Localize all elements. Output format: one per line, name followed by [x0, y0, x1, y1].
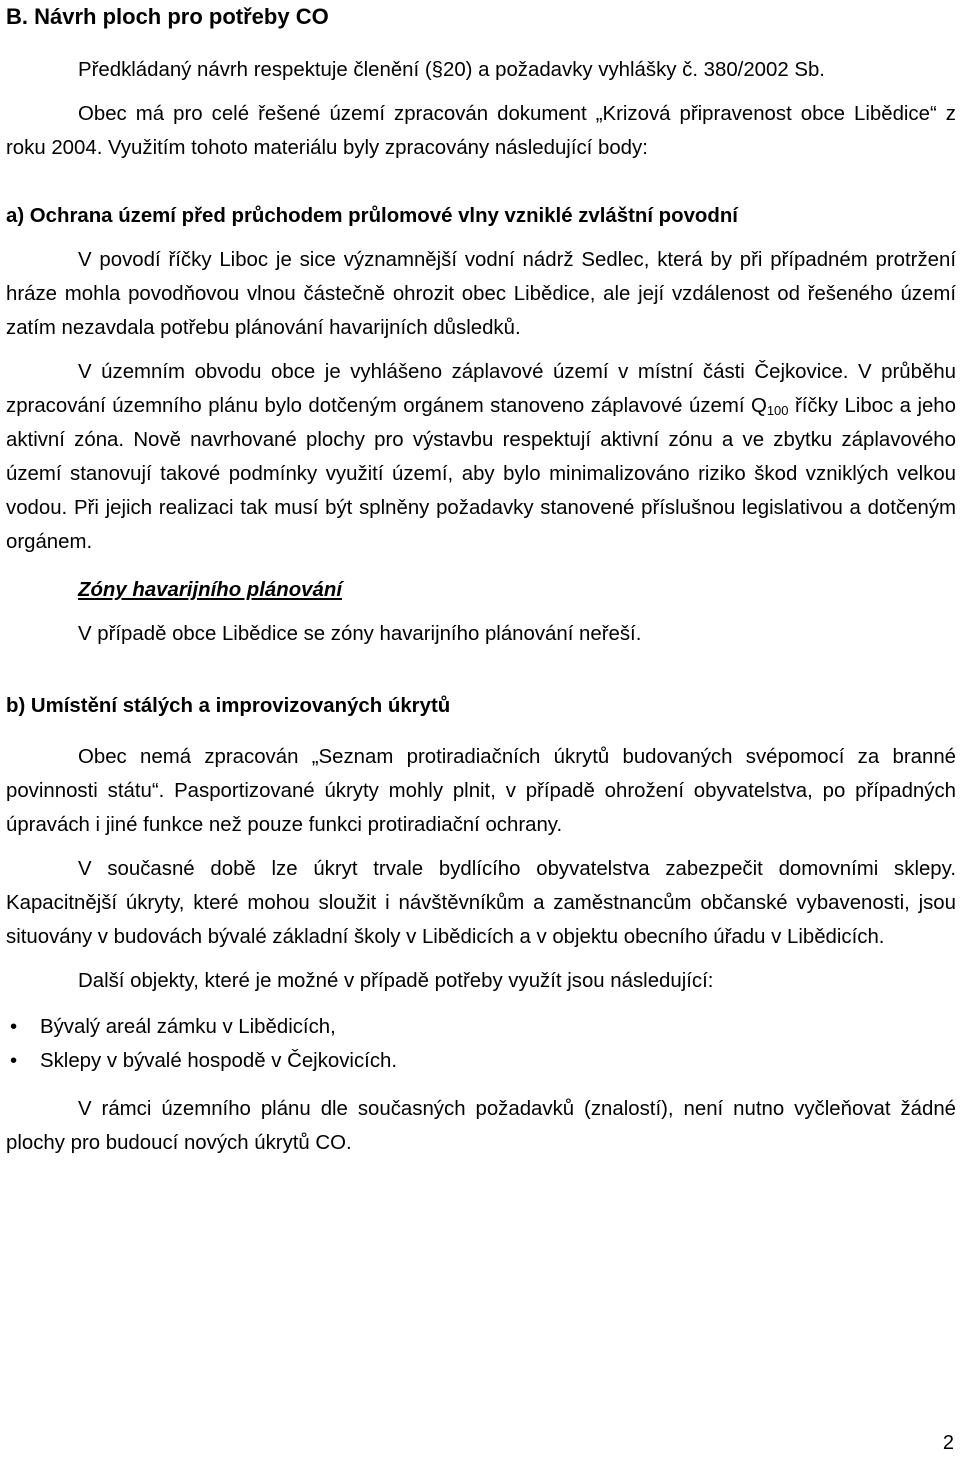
list-item — [6, 1044, 956, 1078]
paragraph-document: Obec má pro celé řešené území zpracován dokument „Krizová připravenost obce Libědice“ z roku 2004. Využitím tohoto materiálu byly zpracovány následující body: — [6, 103, 956, 159]
objects-list — [6, 1010, 956, 1078]
paragraph-conclusion: V rámci územního plánu dle současných požadavků (znalostí), není nutno vyčleňovat žádné plochy pro budoucí nových úkrytů CO. — [6, 1098, 956, 1154]
section-a-heading: a) Ochrana území před průchodem průlomové vlny vzniklé zvláštní povodní — [6, 205, 738, 227]
subheading-zones — [6, 573, 956, 607]
bullet-icon: • — [10, 1016, 18, 1038]
page-heading: B. Návrh ploch pro potřeby CO — [6, 4, 329, 29]
flood-zone-text-1: V územním obvodu obce je vyhlášeno záplavové území v místní části Čejkovice. V průběhu zpracování územního plánu bylo dotčeným orgánem stanoveno záplavové území Q — [6, 361, 956, 417]
paragraph-shelters-list: Obec nemá zpracován „Seznam protiradiačních úkrytů budovaných svépomocí za branné povinnosti státu“. Pasportizované úkryty mohly plnit, v případě ohrožení obyvatelstva, po případných úpravách i jiné funkce než pouze funkci protiradiační ochrany. — [6, 746, 956, 836]
list-item-text: Sklepy v bývalé hospodě v Čejkovicích. — [40, 1050, 398, 1072]
list-item — [6, 1010, 956, 1044]
page-number: 2 — [942, 1432, 954, 1454]
paragraph-zones: V případě obce Libědice se zóny havarijního plánování neřeší. — [78, 623, 642, 645]
paragraph-cellars: V současné době lze úkryt trvale bydlícího obyvatelstva zabezpečit domovními sklepy. Kapacitnější úkryty, které mohou sloužit i návštěvníkům a zaměstnancům občanské vybavenosti, jsou situovány v budovách bývalé základní školy v Libědicích a v objektu obecního úřadu v Libědicích. — [6, 858, 956, 948]
paragraph-flood-zone — [6, 355, 956, 559]
paragraph-other-objects: Další objekty, které je možné v případě potřeby využít jsou následující: — [78, 970, 714, 992]
paragraph-reservoir: V povodí říčky Liboc je sice významnější vodní nádrž Sedlec, která by při případném protržení hráze mohla povodňovou vlnou částečně ohrozit obec Libědice, ale její vzdálenost od řešeného území zatím nezavdala potřebu plánování havarijních důsledků. — [6, 249, 956, 339]
flood-zone-text-2: říčky Liboc a jeho aktivní zóna. Nově navrhované plochy pro výstavbu respektují aktivní zónu a ve zbytku záplavového území stanovují takové podmínky využití území, aby bylo minimalizováno riziko škod vzniklých velkou vodou. Při jejich realizaci tak musí být splněny požadavky stanovené příslušnou legislativou a dotčeným orgánem. — [6, 395, 956, 553]
q100-subscript: 100 — [766, 403, 789, 418]
bullet-icon: • — [10, 1050, 18, 1072]
list-item-text: Bývalý areál zámku v Libědicích, — [40, 1016, 336, 1038]
section-b-heading: b) Umístění stálých a improvizovaných úkrytů — [6, 695, 451, 717]
paragraph-intro: Předkládaný návrh respektuje členění (§20) a požadavky vyhlášky č. 380/2002 Sb. — [78, 59, 825, 81]
subheading-zones-text: Zóny havarijního plánování — [78, 579, 342, 601]
document-page — [6, 0, 956, 1160]
